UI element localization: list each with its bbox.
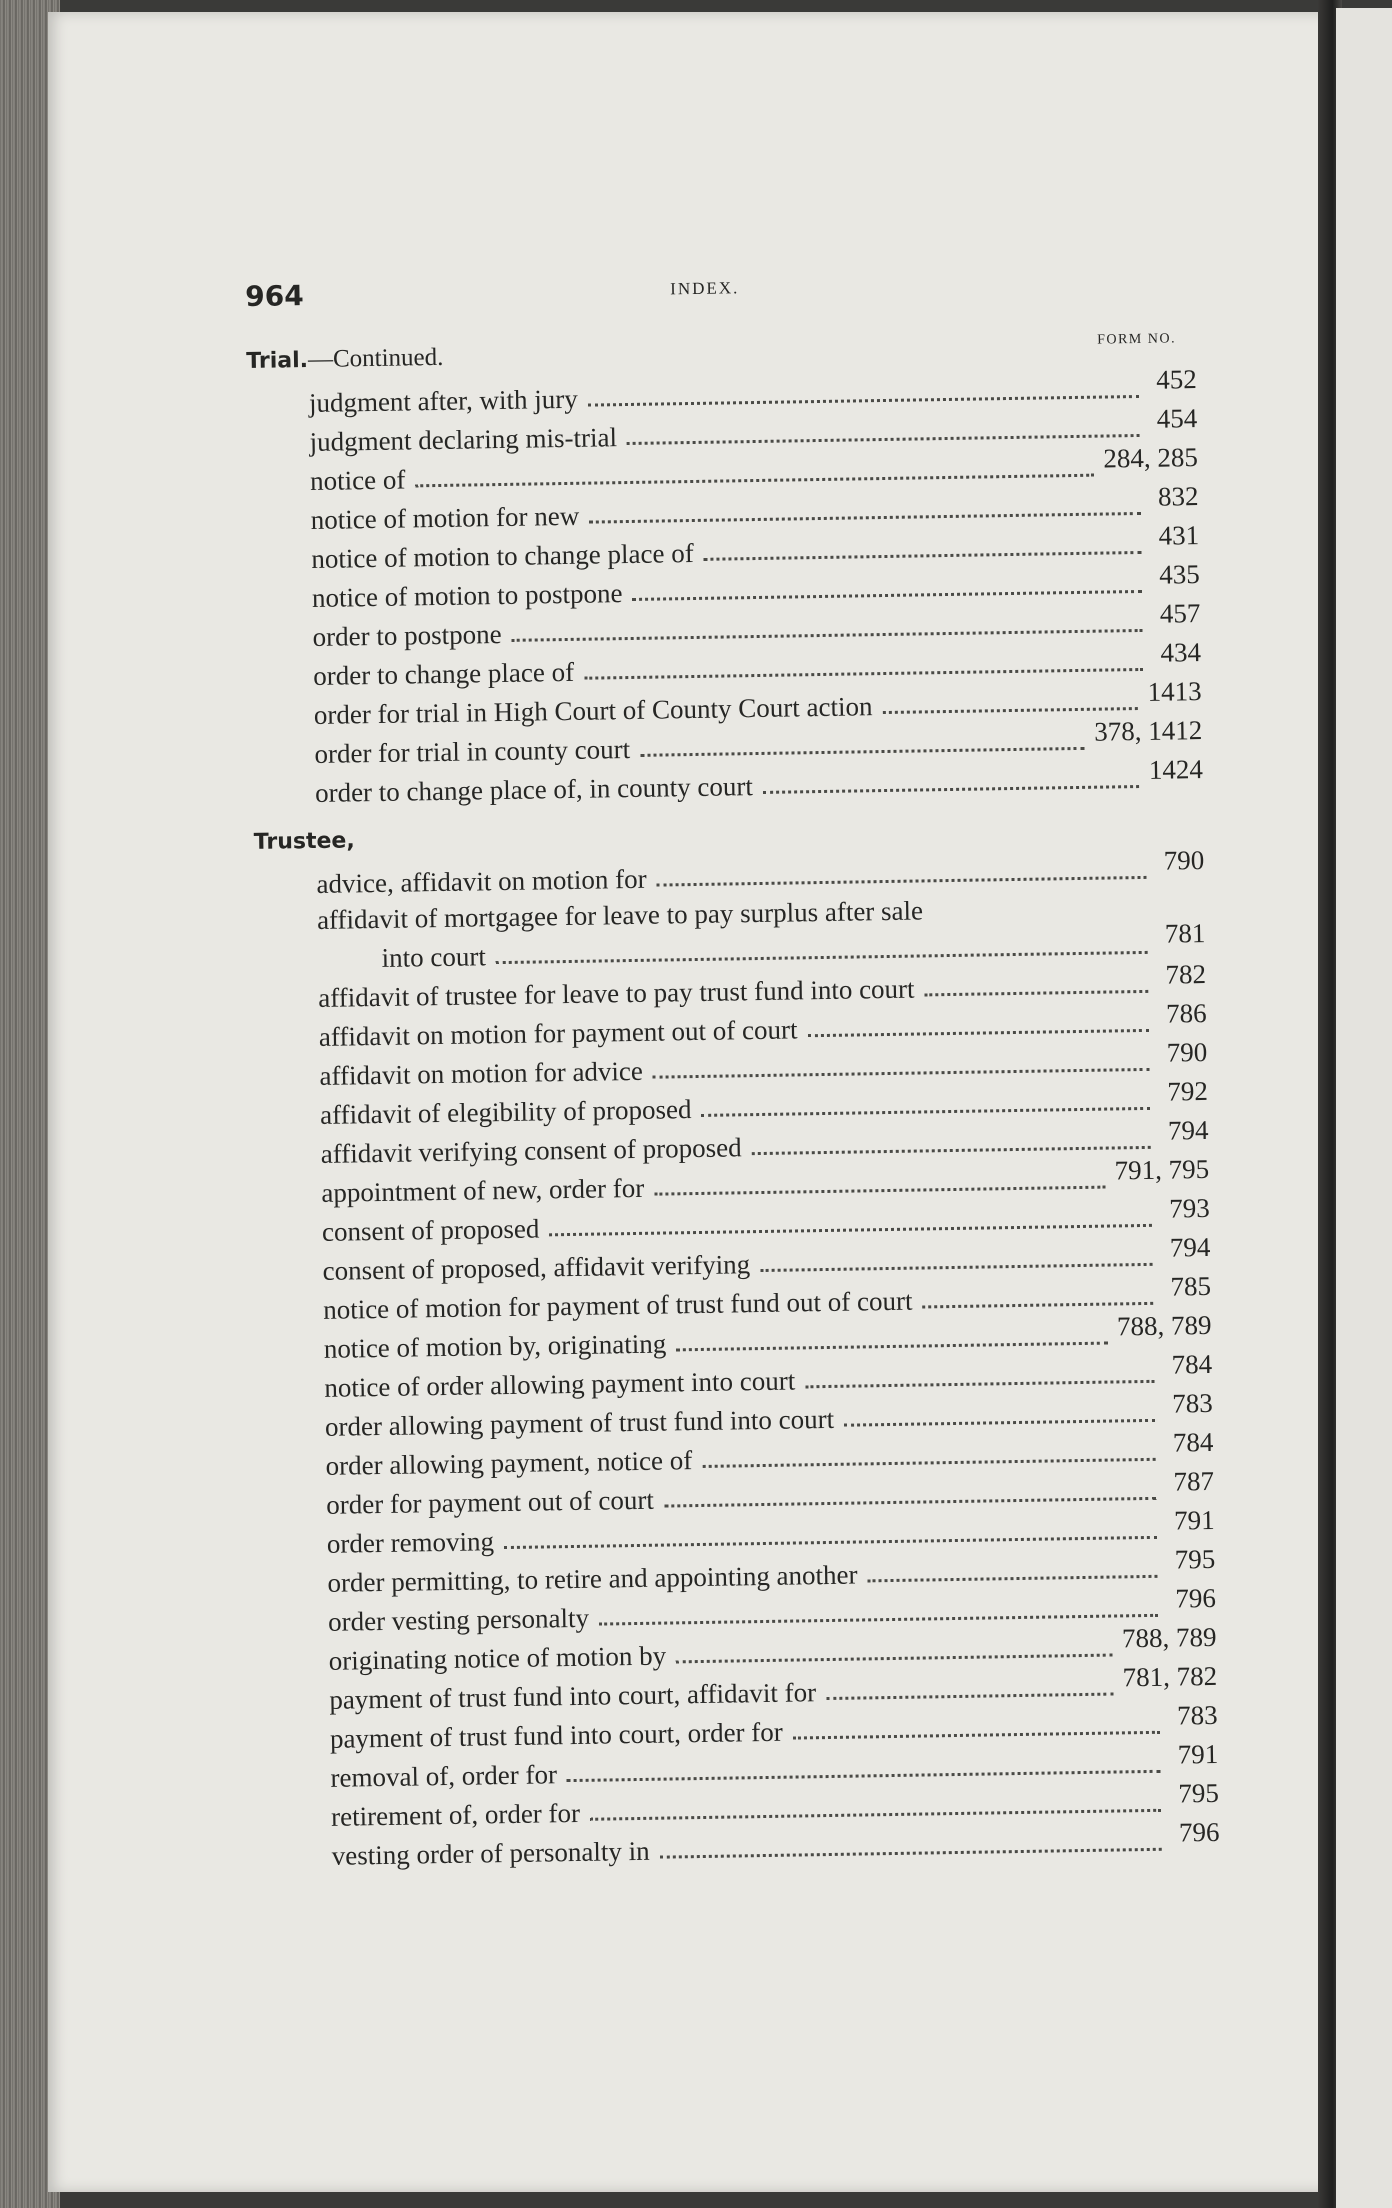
- form-number: 378, 1412: [1093, 715, 1203, 747]
- dot-leader: [599, 1614, 1158, 1626]
- dot-leader: [923, 1302, 1154, 1309]
- entry-label: payment of trust fund into court, affidavit for: [329, 1677, 817, 1715]
- entry-label: order for trial in High Court of County Court action: [313, 691, 873, 730]
- entry-label: affidavit of mortgagee for leave to pay surplus after sale: [316, 895, 924, 935]
- dot-leader: [589, 512, 1141, 524]
- dot-leader: [752, 1146, 1151, 1155]
- dot-leader: [654, 1186, 1105, 1196]
- form-number: 788, 789: [1116, 1309, 1212, 1342]
- dot-leader: [793, 1731, 1160, 1740]
- section-heading-term: Trustee,: [253, 828, 355, 855]
- dot-leader: [702, 1458, 1155, 1468]
- form-number: 783: [1176, 1699, 1218, 1731]
- entry-label: vesting order of personalty in: [331, 1835, 650, 1871]
- entry-label: into court: [381, 941, 487, 973]
- dot-leader: [704, 551, 1142, 561]
- entry-label: order allowing payment, notice of: [325, 1445, 693, 1481]
- entry-label: order to postpone: [312, 619, 502, 652]
- entry-label: notice of order allowing payment into court: [324, 1365, 796, 1403]
- dot-leader: [653, 1068, 1150, 1079]
- dot-leader: [805, 1380, 1154, 1388]
- page-number: 964: [245, 279, 304, 313]
- section-heading-suffix: —Continued.: [307, 343, 444, 374]
- entry-label: originating notice of motion by: [328, 1640, 667, 1676]
- dot-leader: [657, 876, 1147, 887]
- running-head: INDEX.: [670, 278, 740, 299]
- form-number: 791, 795: [1114, 1153, 1210, 1186]
- entry-label: affidavit on motion for payment out of court: [318, 1014, 798, 1052]
- index-sections: [246, 327, 1220, 1872]
- entry-label: advice, affidavit on motion for: [316, 863, 647, 899]
- entry-label: removal of, order for: [330, 1759, 558, 1793]
- form-number: 832: [1157, 481, 1199, 512]
- entry-label: affidavit verifying consent of proposed: [320, 1132, 742, 1169]
- entry-label: appointment of new, order for: [321, 1172, 645, 1208]
- form-number: 790: [1163, 845, 1205, 876]
- entry-label: judgment after, with jury: [308, 383, 579, 419]
- form-number-column-label: FORM NO.: [1097, 331, 1177, 348]
- dot-leader: [584, 668, 1143, 680]
- form-number: 1413: [1147, 676, 1202, 707]
- form-number: 796: [1178, 1816, 1220, 1848]
- form-number: 787: [1173, 1465, 1215, 1497]
- form-number: 434: [1160, 637, 1202, 668]
- form-number: 781: [1164, 917, 1206, 949]
- dot-leader: [640, 747, 1084, 757]
- entry-label: order permitting, to retire and appointing another: [327, 1559, 858, 1598]
- form-number: 454: [1156, 403, 1198, 434]
- entry-label: notice of motion to change place of: [311, 537, 694, 574]
- entry-label: notice of motion to postpone: [311, 578, 623, 613]
- form-number: 785: [1170, 1270, 1212, 1302]
- entry-label: order allowing payment of trust fund into court: [324, 1403, 835, 1442]
- facing-page: [1336, 8, 1392, 2208]
- dot-leader: [925, 990, 1149, 997]
- dot-leader: [763, 785, 1139, 794]
- entry-label: consent of proposed, affidavit verifying: [322, 1249, 751, 1286]
- form-number: 795: [1178, 1777, 1220, 1809]
- form-number: 782: [1165, 958, 1207, 990]
- index-page-content: [245, 265, 1220, 1872]
- dot-leader: [676, 1342, 1107, 1352]
- form-number: 788, 789: [1121, 1621, 1217, 1654]
- form-number: 783: [1172, 1387, 1213, 1419]
- form-number: 435: [1159, 559, 1200, 590]
- dot-leader: [590, 1809, 1161, 1821]
- dot-leader: [664, 1497, 1156, 1508]
- form-number: 794: [1169, 1231, 1211, 1263]
- form-number: 791: [1177, 1738, 1219, 1770]
- form-number: 794: [1167, 1114, 1209, 1146]
- dot-leader: [883, 707, 1138, 714]
- entry-label: notice of motion for payment of trust fund out of court: [322, 1285, 913, 1325]
- dot-leader: [702, 1107, 1151, 1117]
- entry-label: notice of motion for new: [310, 500, 580, 535]
- entry-label: judgment declaring mis-trial: [309, 422, 618, 458]
- form-number: 452: [1155, 364, 1197, 395]
- form-number: 796: [1175, 1582, 1217, 1614]
- entry-label: order for payment out of court: [326, 1484, 655, 1520]
- dot-leader: [760, 1263, 1152, 1272]
- dot-leader: [844, 1419, 1155, 1427]
- section-heading-term: Trial.: [246, 348, 309, 374]
- dot-leader: [676, 1654, 1112, 1664]
- entry-label: affidavit of elegibility of proposed: [319, 1094, 692, 1130]
- dot-leader: [633, 590, 1143, 601]
- entry-label: affidavit on motion for advice: [319, 1055, 644, 1091]
- form-number: 793: [1168, 1192, 1210, 1224]
- form-number: 786: [1165, 997, 1207, 1029]
- entry-label: notice of: [309, 464, 406, 496]
- entry-label: consent of proposed: [321, 1213, 540, 1247]
- entry-label: notice of motion by, originating: [323, 1328, 667, 1364]
- form-number: 784: [1172, 1426, 1214, 1458]
- form-number: 784: [1171, 1348, 1213, 1380]
- dot-leader: [868, 1575, 1158, 1583]
- entry-label: order to change place of, in county court: [314, 771, 754, 808]
- entry-label: order removing: [326, 1526, 495, 1559]
- entry-label: order for trial in county court: [314, 734, 631, 769]
- form-number: 795: [1174, 1543, 1216, 1575]
- dot-leader: [826, 1693, 1113, 1701]
- form-number: 791: [1173, 1504, 1215, 1536]
- dot-leader: [808, 1029, 1149, 1037]
- form-number: 790: [1166, 1036, 1208, 1068]
- dot-leader: [627, 434, 1140, 445]
- entry-label: affidavit of trustee for leave to pay trust fund into court: [318, 973, 915, 1013]
- form-number: 457: [1159, 598, 1201, 629]
- entry-label: order to change place of: [312, 656, 575, 691]
- entry-label: payment of trust fund into court, order for: [329, 1716, 783, 1754]
- form-number: 1424: [1148, 754, 1204, 785]
- entry-label: order vesting personalty: [327, 1602, 590, 1637]
- form-number: 431: [1158, 520, 1200, 551]
- form-number: 284, 285: [1103, 442, 1199, 474]
- dot-leader: [588, 395, 1139, 407]
- form-number: 781, 782: [1122, 1660, 1218, 1693]
- entry-label: retirement of, order for: [330, 1797, 581, 1832]
- form-number: 792: [1167, 1075, 1209, 1107]
- dot-leader: [660, 1848, 1162, 1859]
